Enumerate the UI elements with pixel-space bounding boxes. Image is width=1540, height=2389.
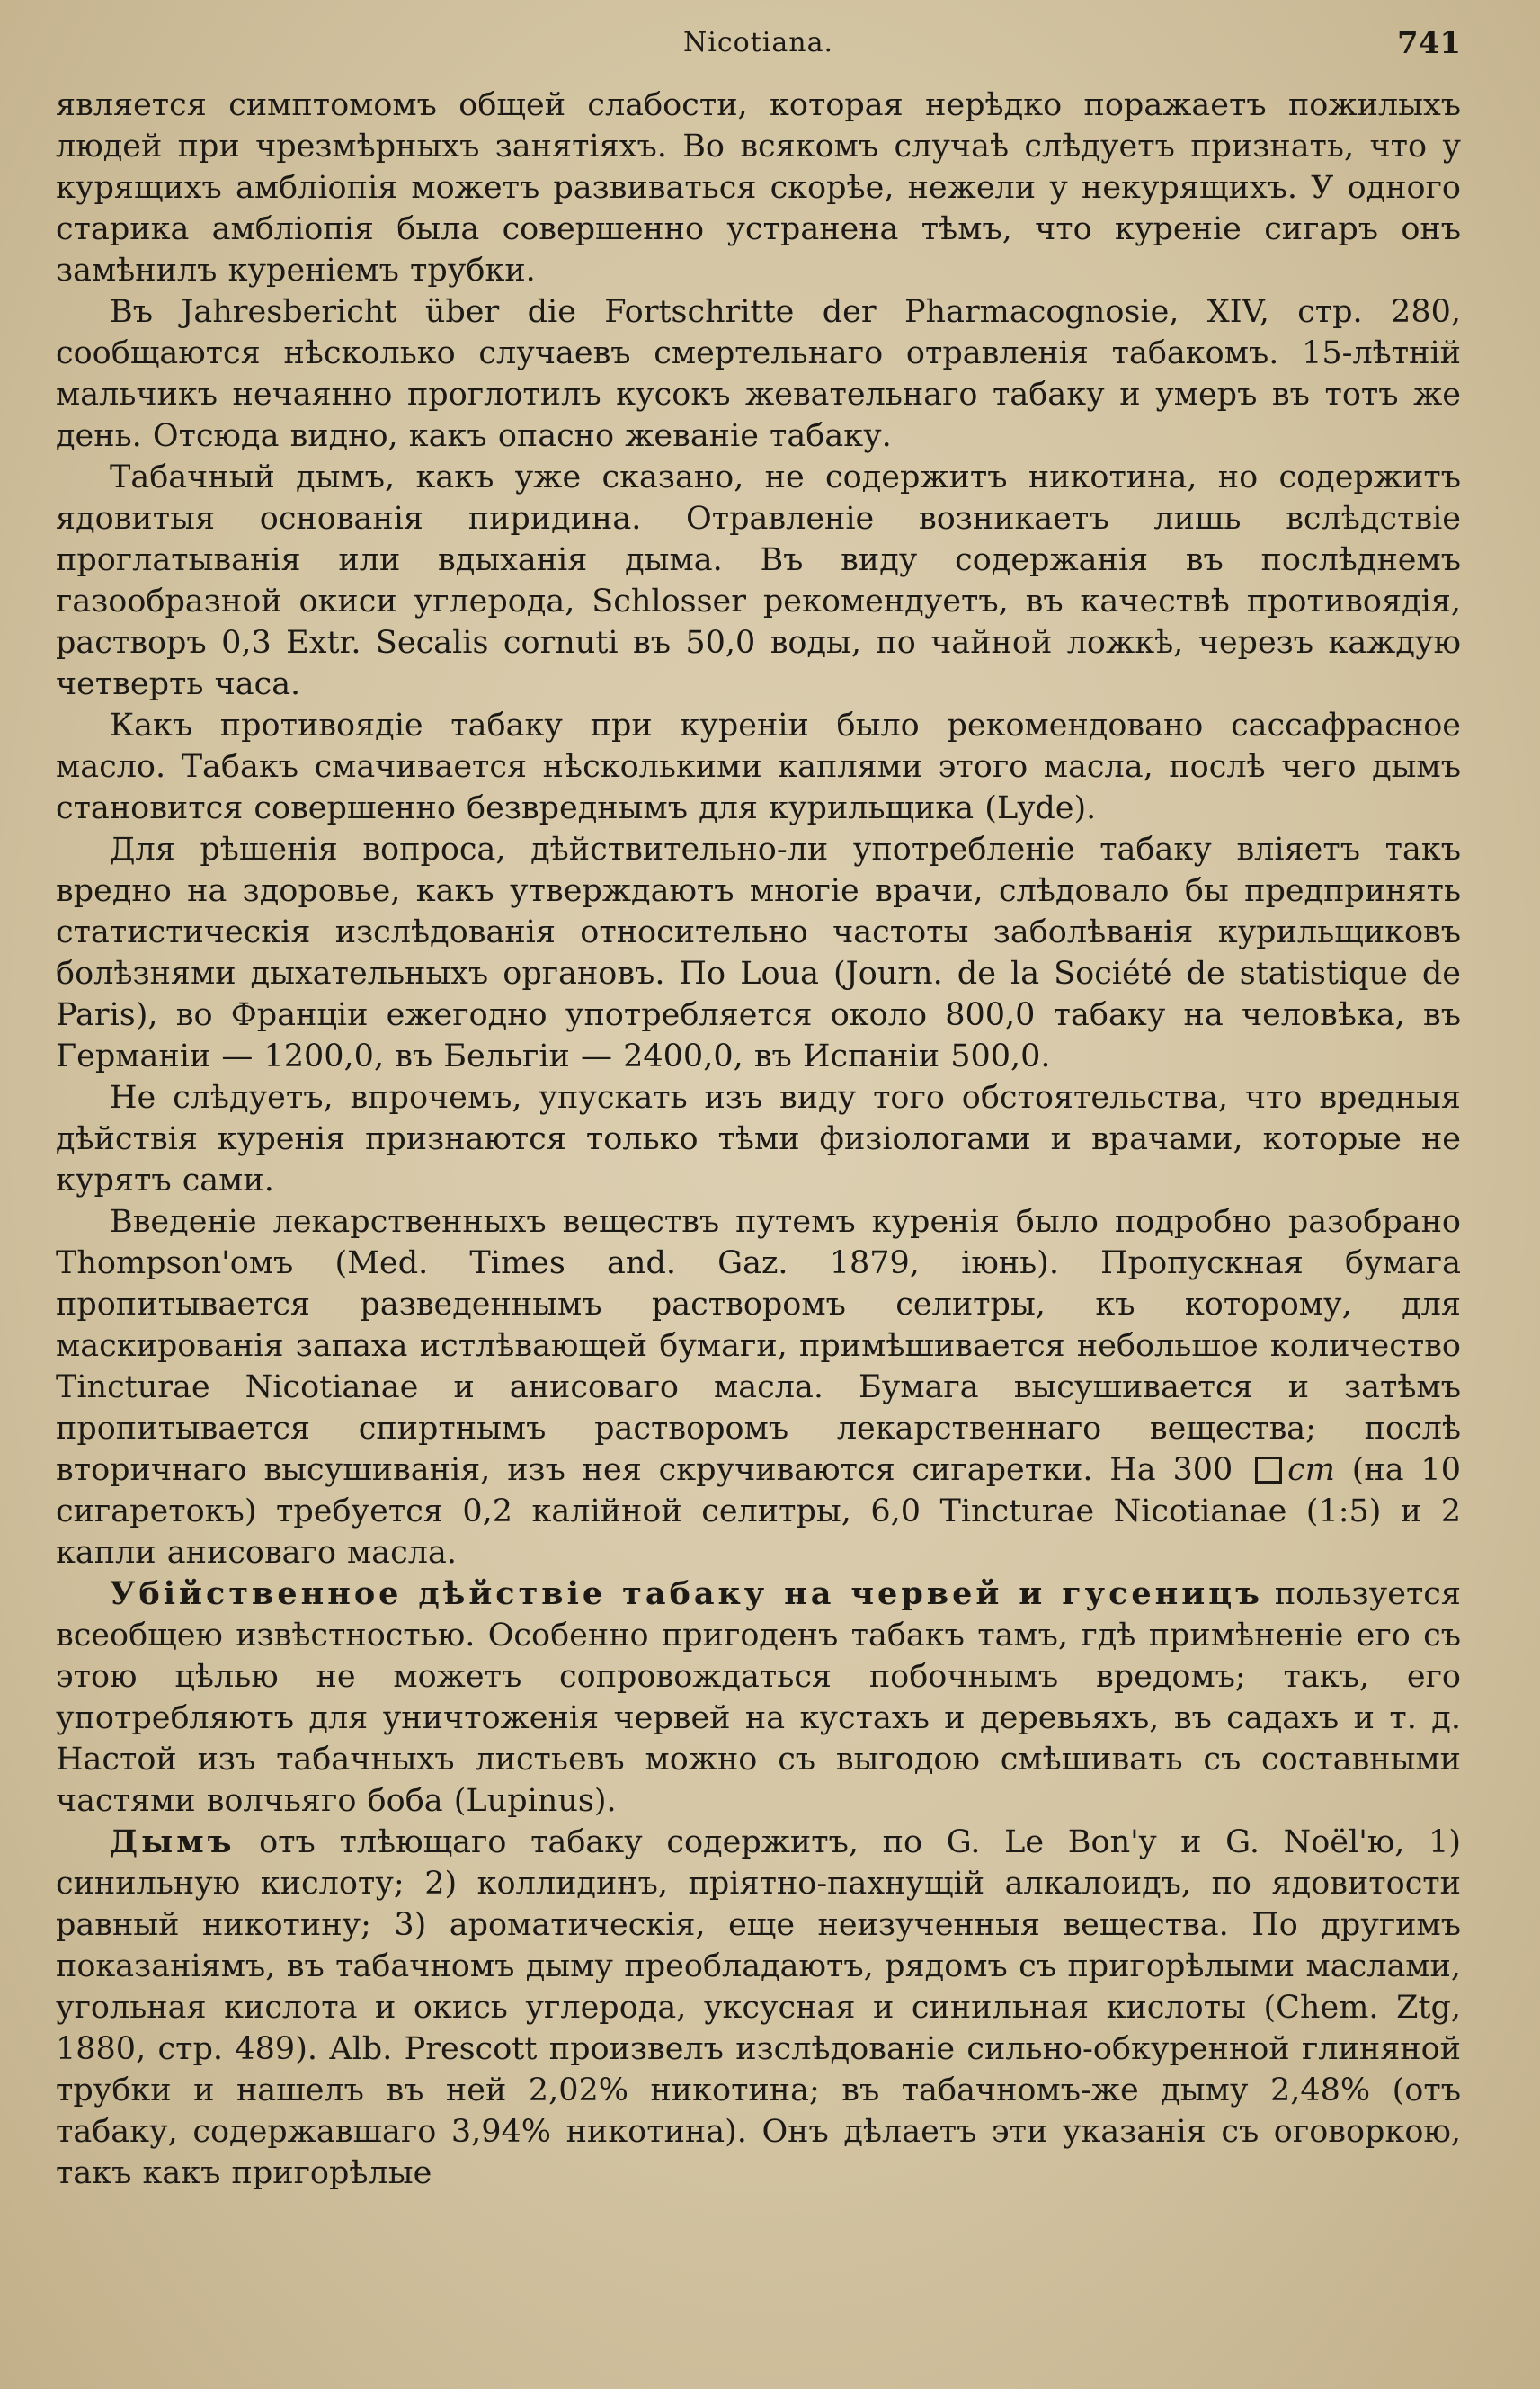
paragraph-7-text-before: Введеніе лекарственныхъ веществъ путемъ куренія было подробно разобрано Thompson'омъ (Med. Times and. Gaz. 1879, іюнь). Пропускная бумага пропитывается разведеннымъ растворомъ селитры, къ которому, для маскированія запаха истлѣвающей бумаги, примѣшивается небольшое количество Tincturae Nicotianae и анисоваго масла. Бумага высушивается и затѣмъ пропитывается спиртнымъ растворомъ лекарственнаго вещества; послѣ вторичнаго высушиванія, изъ нея скручиваются сигаретки. На 300 [56, 1204, 1461, 1488]
paragraph-6: Не слѣдуетъ, впрочемъ, упускать изъ виду того обстоятельства, что вредныя дѣйствія куренія признаются только тѣми физіологами и врачами, которые не курятъ сами. [56, 1080, 1461, 1199]
square-symbol-icon [1255, 1457, 1282, 1484]
paragraph-3: Табачный дымъ, какъ уже сказано, не содержитъ никотина, но содержитъ ядовитыя основанія пиридина. Отравленіе возникаетъ лишь вслѣдствіе проглатыванія или вдыханія дыма. Въ виду содержанія въ послѣднемъ газообразной окиси углерода, Schlosser рекомендуетъ, въ качествѣ противоядія, растворъ 0,3 Extr. Secalis cornuti въ 50,0 воды, по чайной ложкѣ, черезъ каждую четверть часа. [56, 459, 1461, 702]
paragraph-9-text: отъ тлѣющаго табаку содержитъ, по G. Le Bon'y и G. Noël'ю, 1) синильную кислоту; 2) коллидинъ, пріятно-пахнущій алкалоидъ, по ядовитости равный никотину; 3) ароматическія, еще неизученныя вещества. По другимъ показаніямъ, въ табачномъ дыму преобладаютъ, рядомъ съ пригорѣлыми маслами, угольная кислота и окись углерода, уксусная и синильная кислоты (Chem. Ztg, 1880, стр. 489). Alb. Prescott произвелъ изслѣдованіе сильно-обкуренной глиняной трубки и нашелъ въ ней 2,02% никотина; въ табачномъ-же дыму 2,48% (отъ табаку, содержавшаго 3,94% никотина). Онъ дѣлаетъ эти указанія съ оговоркою, такъ какъ пригорѣлые [56, 1824, 1461, 2191]
paragraph-7-text-after: (на 10 сигаретокъ) требуется 0,2 калійной селитры, 6,0 Tincturae Nicotianae (1:5) и 2 капли анисоваго масла. [56, 1452, 1461, 1571]
paragraph-5: Для рѣшенія вопроса, дѣйствительно-ли употребленіе табаку вліяетъ такъ вредно на здоровье, какъ утверждаютъ многіе врачи, слѣдовало бы предпринять статистическія изслѣдованія относительно частоты заболѣванія курильщиковъ болѣзнями дыхательныхъ органовъ. По Loua (Journ. de la Société de statistique de Paris), во Франціи ежегодно употребляется около 800,0 табаку на человѣка, въ Германіи — 1200,0, въ Бельгіи — 2400,0, въ Испаніи 500,0. [56, 832, 1461, 1074]
paragraph-8 [56, 1573, 1461, 1822]
page-number: 741 [1397, 25, 1461, 61]
page-header [56, 20, 1461, 72]
unit-cm: cm [1287, 1452, 1335, 1488]
paragraph-1: является симптомомъ общей слабости, которая нерѣдко поражаетъ пожилыхъ людей при чрезмѣрныхъ занятіяхъ. Во всякомъ случаѣ слѣдуетъ признать, что у курящихъ амбліопія можетъ развиваться скорѣе, нежели у некурящихъ. У одного старика амбліопія была совершенно устранена тѣмъ, что куреніе сигаръ онъ замѣнилъ куреніемъ трубки. [56, 87, 1461, 289]
paragraph-8-text: пользуется всеобщею извѣстностью. Особенно пригоденъ табакъ тамъ, гдѣ примѣненіе его съ этою цѣлью не можетъ сопровождаться побочнымъ вредомъ; такъ, его употребляютъ для уничтоженія червей на кустахъ и деревьяхъ, въ садахъ и т. д. Настой изъ табачныхъ листьевъ можно съ выгодою смѣшивать съ составными частями волчьяго боба (Lupinus). [56, 1576, 1461, 1819]
paragraph-2: Въ Jahresbericht über die Fortschritte der Pharmacognosie, XIV, стр. 280, сообщаются нѣсколько случаевъ смертельнаго отравленія табакомъ. 15-лѣтній мальчикъ нечаянно проглотилъ кусокъ жевательнаго табаку и умеръ въ тотъ же день. Отсюда видно, какъ опасно жеваніе табаку. [56, 294, 1461, 454]
paragraph-8-lead: Убійственное дѣйствіе табаку на червей и гусеницъ [110, 1575, 1263, 1612]
paragraph-7 [56, 1201, 1461, 1573]
paragraph-9-lead: Дымъ [110, 1823, 236, 1860]
running-title: Nicotiana. [683, 27, 833, 58]
paragraph-4: Какъ противоядіе табаку при куреніи было рекомендовано сассафрасное масло. Табакъ смачивается нѣсколькими каплями этого масла, послѣ чего дымъ становится совершенно безвреднымъ для курильщика (Lyde). [56, 708, 1461, 826]
body-text [56, 85, 1461, 2194]
paragraph-9 [56, 1822, 1461, 2194]
